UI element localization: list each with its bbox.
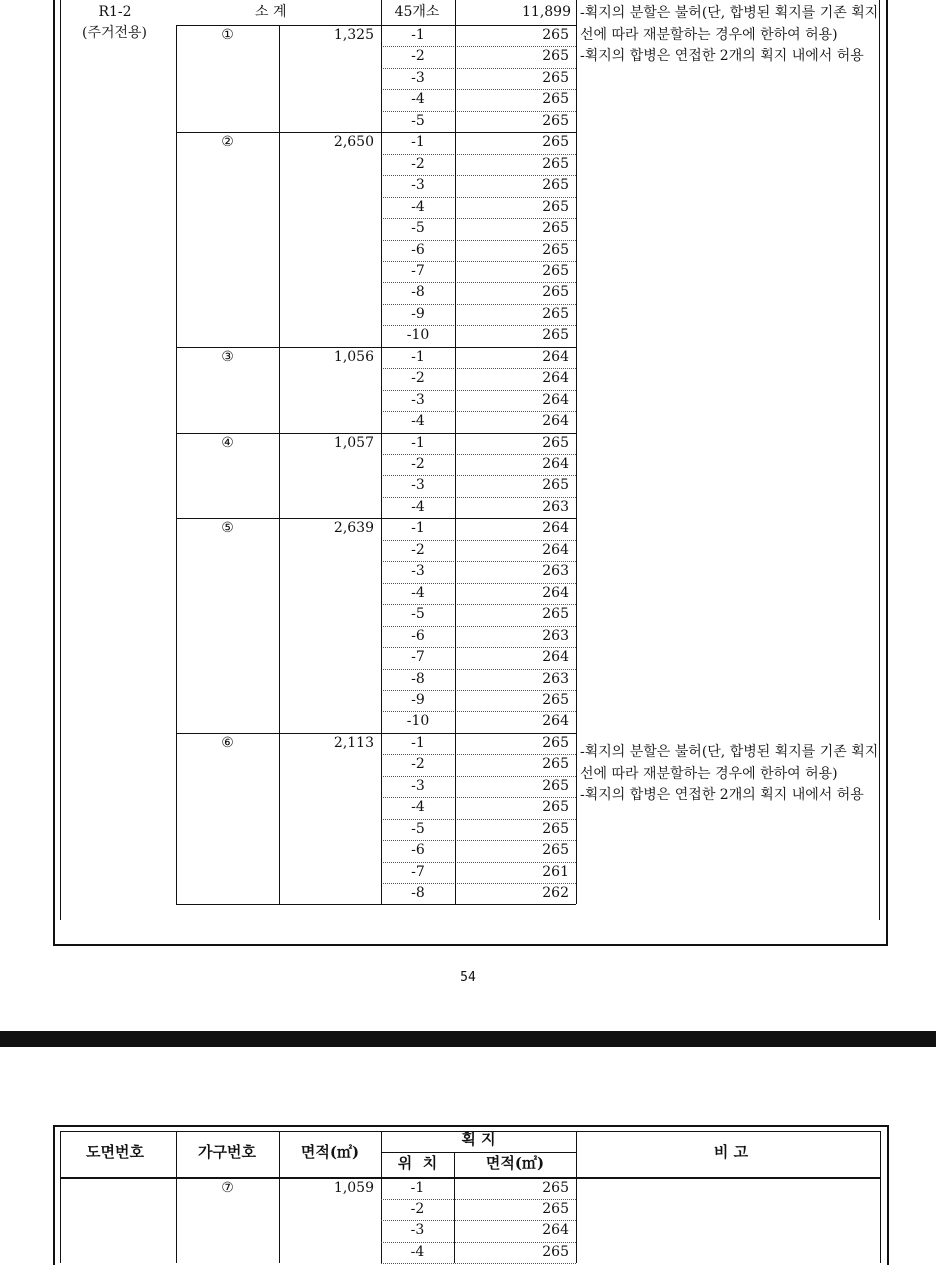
block-area: 1,325 [333, 27, 374, 43]
row-divider [381, 282, 576, 283]
row-divider [381, 304, 576, 305]
row-divider [381, 583, 576, 584]
lot-position: -2 [411, 155, 425, 172]
block-area: 1,059 [333, 1180, 374, 1196]
column-line [455, 0, 456, 904]
row-divider [381, 454, 576, 455]
lot-area: 265 [542, 262, 569, 279]
lot-area: 265 [542, 241, 569, 258]
lot-position: -1 [410, 1180, 425, 1196]
lot-area: 264 [542, 348, 569, 365]
lot-position: -2 [411, 541, 425, 558]
block-area: 1,057 [333, 434, 374, 451]
row-divider [381, 711, 576, 712]
remark-text: -획지의 분할은 불허(단, 합병된 획지를 기존 획지선에 따라 재분할하는 경우에 한하여 허용) -획지의 합병은 연접한 2개의 획지 내에서 허용 [580, 5, 879, 64]
lot-area: 265 [542, 1243, 569, 1260]
subtotal-area: 11,899 [522, 4, 571, 20]
lot-area: 265 [542, 69, 569, 86]
lot-area: 265 [542, 820, 569, 837]
row-divider [381, 669, 576, 670]
row-divider [381, 325, 576, 326]
row-divider [381, 754, 576, 755]
row-divider [381, 819, 576, 820]
lot-position: -3 [411, 177, 425, 194]
block-area: 2,113 [333, 734, 374, 751]
row-divider [381, 626, 576, 627]
lot-area: 265 [542, 134, 569, 151]
lot-position: -8 [411, 885, 425, 901]
plan-use: (주거전용) [82, 25, 148, 41]
lot-position: -4 [411, 198, 425, 215]
row-divider [381, 368, 576, 369]
column-line [176, 25, 177, 904]
lot-position: -4 [410, 1243, 425, 1260]
lot-area: 264 [542, 541, 569, 558]
lot-position: -4 [411, 799, 425, 816]
lot-position: -10 [406, 713, 430, 730]
lot-position: -7 [411, 262, 425, 279]
lot-position: -1 [411, 434, 425, 451]
lot-area: 265 [542, 756, 569, 773]
header-lot-position: 위 치 [397, 1154, 438, 1172]
lot-area: 265 [542, 477, 569, 494]
lot-area: 265 [542, 734, 569, 751]
lot-position: -4 [411, 413, 425, 430]
row-divider [381, 647, 576, 648]
lot-area: 265 [542, 691, 569, 708]
page-divider [0, 1031, 936, 1047]
lot-area: 265 [542, 112, 569, 129]
lot-area: 263 [542, 627, 569, 644]
row-divider [176, 25, 576, 26]
lot-position: -6 [411, 842, 425, 859]
lot-area: 264 [542, 1222, 569, 1239]
lot-area: 265 [542, 284, 569, 301]
column-line [279, 25, 280, 904]
lot-area: 265 [542, 1180, 569, 1196]
block-number: ⑥ [221, 734, 234, 751]
lot-area: 265 [542, 777, 569, 794]
lot-position: -3 [411, 391, 425, 408]
header-lot: 획 지 [461, 1130, 496, 1148]
lot-position: -8 [411, 284, 425, 301]
lot-position: -9 [411, 691, 425, 708]
lot-position: -3 [411, 477, 425, 494]
lot-area: 264 [542, 584, 569, 601]
row-divider [381, 840, 576, 841]
lot-position: -1 [411, 734, 425, 751]
remark-text: -획지의 분할은 불허(단, 합병된 획지를 기존 획지선에 따라 재분할하는 경우에 한하여 허용) -획지의 합병은 연접한 2개의 획지 내에서 허용 [580, 744, 879, 803]
page-number: 54 [460, 970, 476, 985]
block-number: ⑤ [221, 520, 234, 537]
lot-position: -2 [411, 456, 425, 472]
lot-area: 265 [542, 606, 569, 623]
row-divider [381, 561, 576, 562]
lot-position: -1 [411, 520, 425, 537]
row-divider [381, 883, 576, 884]
lot-area: 265 [542, 220, 569, 237]
lot-area: 265 [542, 799, 569, 816]
block-number: ④ [221, 434, 234, 451]
row-divider [381, 690, 576, 691]
row-divider [381, 218, 576, 219]
column-line [576, 0, 577, 904]
lot-area: 265 [542, 155, 569, 172]
block-area: 2,650 [333, 134, 374, 151]
row-divider [381, 46, 576, 47]
row-divider [381, 540, 576, 541]
subtotal-count: 45개소 [394, 4, 440, 20]
row-divider [381, 390, 576, 391]
lot-position: -5 [411, 112, 425, 129]
lot-position: -1 [411, 348, 425, 365]
header-area: 면적(㎡) [300, 1143, 360, 1161]
header-block-number: 가구번호 [198, 1143, 256, 1161]
block-area: 1,056 [333, 348, 374, 365]
lot-position: -3 [411, 563, 425, 580]
plan-number: R1-2 [98, 4, 132, 20]
table-bottom-line [176, 904, 576, 905]
lot-area: 265 [542, 198, 569, 215]
lot-position: -2 [410, 1201, 425, 1218]
lot-position: -4 [411, 91, 425, 108]
lot-area: 264 [542, 413, 569, 430]
lot-position: -7 [411, 863, 425, 880]
row-divider [381, 261, 576, 262]
lot-position: -10 [406, 327, 430, 344]
row-divider [381, 154, 576, 155]
lot-position: -5 [411, 820, 425, 837]
lot-area: 264 [542, 456, 569, 472]
block-number: ⑦ [221, 1180, 234, 1196]
row-divider [381, 175, 576, 176]
subtotal-label: 소 계 [255, 4, 287, 20]
lot-position: -4 [411, 584, 425, 601]
lot-area: 265 [542, 177, 569, 194]
lot-position: -2 [411, 756, 425, 773]
lot-position: -5 [411, 606, 425, 623]
lot-position: -9 [411, 305, 425, 322]
lot-position: -1 [411, 27, 425, 43]
lot-position: -5 [411, 220, 425, 237]
row-divider [381, 604, 576, 605]
row-divider [381, 89, 576, 90]
lot-area: 265 [542, 27, 569, 43]
inner-border-line [60, 0, 61, 920]
lot-position: -4 [411, 498, 425, 515]
block-number: ② [221, 134, 234, 151]
row-divider [381, 197, 576, 198]
row-divider [381, 68, 576, 69]
lot-position: -8 [411, 670, 425, 687]
lot-position: -2 [411, 48, 425, 65]
row-divider [381, 240, 576, 241]
lot-area: 262 [542, 885, 569, 901]
lot-area: 265 [542, 91, 569, 108]
block-area: 2,639 [333, 520, 374, 537]
lot-area: 265 [542, 48, 569, 65]
lot-area: 264 [542, 713, 569, 730]
lot-area: 265 [542, 842, 569, 859]
lot-area: 265 [542, 305, 569, 322]
lot-area: 263 [542, 670, 569, 687]
lot-area: 264 [542, 370, 569, 387]
lot-position: -7 [411, 649, 425, 666]
header-plan-number: 도면번호 [86, 1143, 144, 1161]
row-divider [381, 111, 576, 112]
row-divider [381, 776, 576, 777]
block-number: ① [221, 27, 234, 43]
lot-area: 265 [542, 434, 569, 451]
row-divider [381, 475, 576, 476]
lot-area: 265 [542, 327, 569, 344]
lot-area: 264 [542, 649, 569, 666]
row-divider [381, 797, 576, 798]
header-remarks: 비 고 [713, 1143, 749, 1161]
header-lot-area: 면적(㎡) [485, 1154, 545, 1172]
lot-position: -6 [411, 241, 425, 258]
lot-area: 263 [542, 563, 569, 580]
row-divider [381, 862, 576, 863]
column-line [381, 0, 382, 904]
lot-position: -3 [411, 69, 425, 86]
row-divider [381, 497, 576, 498]
lot-area: 265 [542, 1201, 569, 1218]
lot-position: -3 [411, 777, 425, 794]
lot-area: 264 [542, 520, 569, 537]
lot-position: -6 [411, 627, 425, 644]
block-number: ③ [221, 348, 234, 365]
lot-position: -2 [411, 370, 425, 387]
lot-position: -1 [411, 134, 425, 151]
lot-position: -3 [410, 1222, 425, 1239]
row-divider [381, 411, 576, 412]
lot-area: 261 [542, 863, 569, 880]
lot-area: 264 [542, 391, 569, 408]
lot-area: 263 [542, 498, 569, 515]
